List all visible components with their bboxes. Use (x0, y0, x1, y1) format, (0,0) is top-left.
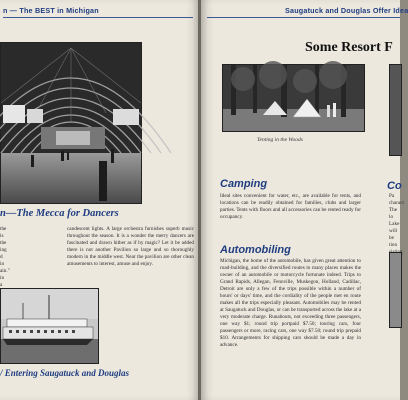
tenting-photo (222, 64, 365, 132)
tenting-photo-art (223, 65, 364, 131)
cropped-photo-top (389, 64, 402, 156)
left-body-col1: the is the ing d in ain." in a (0, 226, 10, 288)
pavilion-interior-photo (0, 42, 142, 204)
left-body-col2: candescent lights. A large orchestra furnishes superb music throughout the season. It is a wonder the merry dancers are fascinated and drawn hither as if by magic? Let it be added there is not another Pavilion so large and so thoroughly modern in the middle west. Near the pavilion are other clean amusements to interest, amuse and enjoy. (67, 226, 194, 267)
right-running-head: Saugatuck and Douglas Offer Idea (285, 6, 408, 15)
left-head-rule (3, 17, 193, 18)
camping-heading: Camping (220, 178, 268, 190)
pavilion-caption: n—The Mecca for Dancers (0, 208, 119, 219)
automobiling-heading: Automobiling (220, 244, 291, 256)
pavilion-photo-art (1, 43, 141, 203)
camping-text: Ideal sites convenient for water, etc., are available for tents, and locations can be readily obtained for families, clubs and larger parties. Tents with floors and all accessories can be rented ready for occupancy. (220, 193, 361, 220)
steamer-photo-art (1, 289, 98, 363)
side-fragment-text: Pa charact The lo Lake will be tion (389, 193, 404, 248)
tenting-caption: Tenting in the Woods (257, 137, 303, 143)
right-page (201, 0, 408, 400)
automobiling-text: Michigan, the home of the automobile, has given great attention to road-building, and the diversified routes to many places makes the owner of an automobile or motorcycle fortunate indeed. Trips to Grand Rapids, Allegan, Fennville, Muskegon, Holland, Cadillac, Detroit are only a few of the trips possible within a number of hours' or days' time, and the cordiality of the people met en route makes all the trips especially pleasant. Automobiles may be rented at Saugatuck and Douglas, or can be transported across the lake at a very moderate charge. Runabouts, not exceeding three passengers, one way $1; round trip portpaid $7.50; touring cars, four passengers or more, racing cars, one way $7.50; round trip prepaid $10. Arrangements for shipping cars should be made a day in advance. (220, 258, 361, 348)
resort-title: Some Resort F (305, 40, 393, 55)
co-heading: Co (387, 180, 402, 192)
left-page (0, 0, 199, 400)
steamer-caption: / Entering Saugatuck and Douglas (0, 368, 130, 378)
steamer-photo (0, 288, 99, 364)
left-running-head: n — The BEST in Michigan (3, 6, 99, 15)
cropped-photo-bottom (389, 252, 402, 328)
right-head-rule (207, 17, 400, 18)
